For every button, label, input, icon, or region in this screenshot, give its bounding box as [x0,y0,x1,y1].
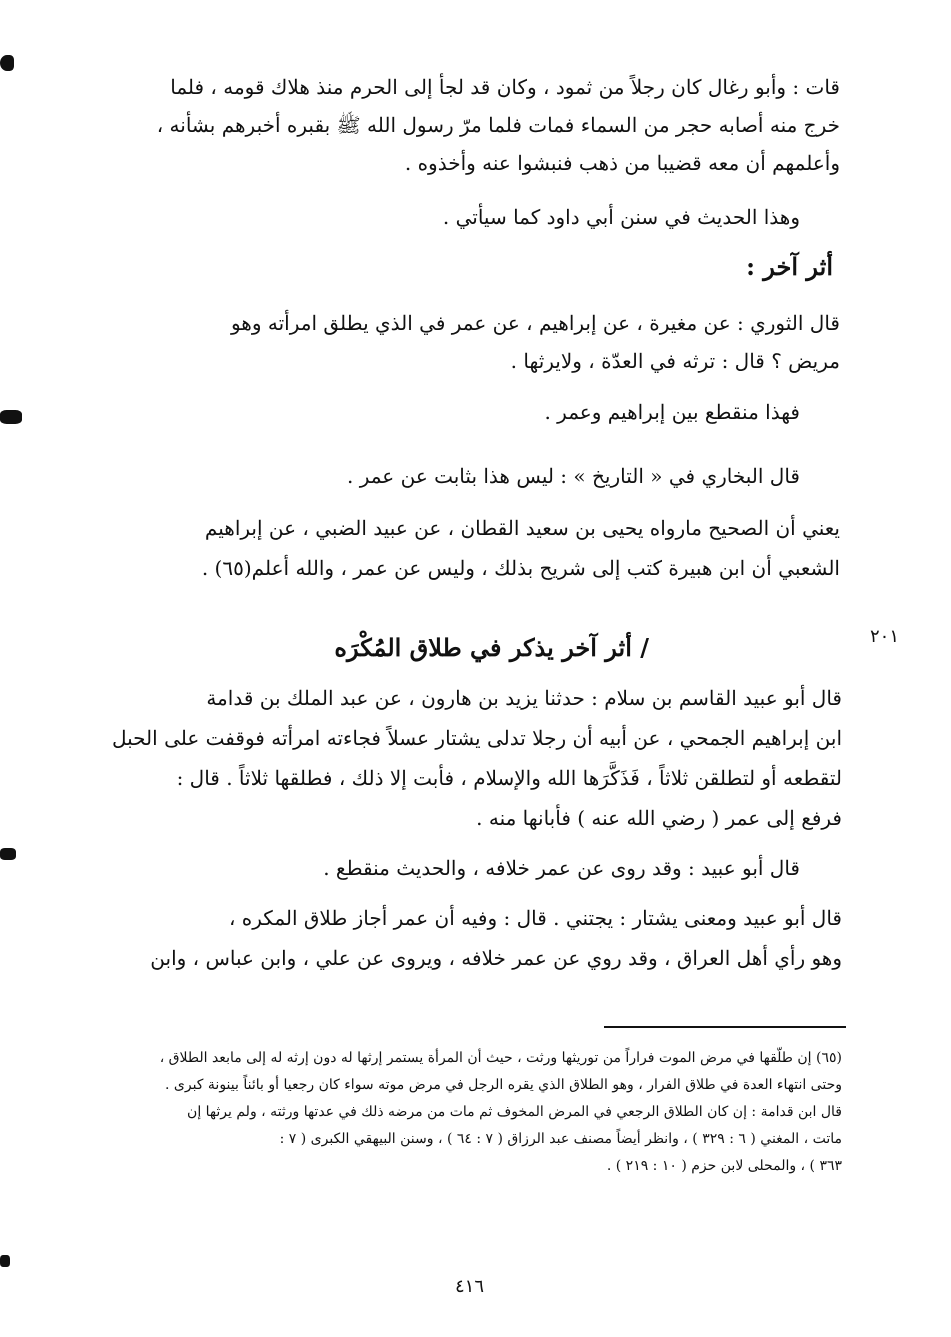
text-line: يعني أن الصحيح مارواه يحيى بن سعيد القطان ، عن عبيد الضبي ، عن إبراهيم [204,516,840,540]
footnote-line: ٣٦٣ ) ، والمحلى لابن حزم ( ١٠ : ٢١٩ ) . [606,1158,842,1174]
section-heading-talaq-mukrah: / أثر آخر يذكر في طلاق المُكْرَه [334,633,649,662]
footnote-line: (٦٥) إن طلّقها في مرض الموت فراراً من توريثها ورثت ، حيث أن المرأة يستمر إرثها له دون إرثه له إلى مابعد الطلاق ، [159,1050,842,1066]
margin-mark-4 [0,1255,10,1267]
paragraph-abu-righal [80,77,840,191]
text-line: قال أبو عبيد القاسم بن سلام : حدثنا يزيد بن هارون ، عن عبد الملك بن قدامة [206,686,842,710]
footnote-line: قال ابن قدامة : إن كان الطلاق الرجعي في المرض المخوف ثم مات من مرضه ذلك في عدتها ورثته ، ولم يرثها إن [187,1104,842,1120]
footnote-65 [100,1051,842,1186]
text-line: وأعلمهم أن معه قضيبا من ذهب فنبشوا عنه وأخذوه . [404,151,840,175]
text-line: لتقطعه أو لتطلقن ثلاثاً ، فَذَكَّرَها الله والإسلام ، فأبت إلا ذلك ، فطلقها ثلاثاً . قال : [176,766,842,790]
paragraph-thawri [80,313,840,389]
text-line: الشعبي أن ابن هبيرة كتب إلى شريح بذلك ، وليس عن عمر ، والله أعلم(٦٥) . [201,556,840,580]
footnote-separator [604,1026,846,1028]
margin-mark-2 [0,410,22,424]
paragraph-bukhari [250,466,800,486]
text-line: فرفع إلى عمر ( رضي الله عنه ) فأبانها منه . [476,806,842,830]
text-line: مريض ؟ قال : ترثه في العدّة ، ولايرثها . [510,349,840,373]
paragraph-abu-ubaid-khilaf [230,858,800,878]
page-number: ٤١٦ [455,1276,485,1297]
footnote-line: ماتت ، المغني ( ٦ : ٣٢٩ ) ، وانظر أيضاً مصنف عبد الرزاق ( ٧ : ٦٤ ) ، وسنن البيهقي الكبرى ( ٧ : [279,1131,842,1147]
section-heading-athar-akhar: أثر آخر : [746,252,833,281]
text-line: قال أبو عبيد ومعنى يشتار : يجتني . قال : وفيه أن عمر أجاز طلاق المكره ، [228,906,842,930]
paragraph-sahih [80,518,840,598]
text-line: خرج منه أصابه حجر من السماء فمات فلما مرّ رسول الله ﷺ بقبره أخبرهم بشأنه ، [156,113,840,137]
paragraph-munqati [500,402,800,422]
paragraph-yashtar-meaning [90,908,842,988]
text-line: ابن إبراهيم الجمحي ، عن أبيه أن رجلا تدلى يشتار عسلاً فجاءته امرأته فوقفت على الحبل [111,726,842,750]
text-line: قات : وأبو رغال كان رجلاً من ثمود ، وكان قد لجأ إلى الحرم منذ هلاك قومه ، فلما [170,75,840,99]
text-line: وهذا الحديث في سنن أبي داود كما سيأتي . [442,205,800,229]
text-line: قال البخاري في « التاريخ » : ليس هذا بثابت عن عمر . [346,464,800,488]
margin-mark-3 [0,848,16,860]
paragraph-abu-ubaid-hadith [90,688,842,848]
text-line: قال الثوري : عن مغيرة ، عن إبراهيم ، عن عمر في الذي يطلق امرأته وهو [230,311,840,335]
text-line: وهو رأي أهل العراق ، وقد روي عن عمر خلافه ، ويروى عن علي ، وابن عباس ، وابن [150,946,842,970]
text-line: فهذا منقطع بين إبراهيم وعمر . [544,400,800,424]
margin-mark-1 [0,55,14,71]
text-line: قال أبو عبيد : وقد روى عن عمر خلافه ، والحديث منقطع . [323,856,800,880]
footnote-line: وحتى انتهاء العدة في طلاق الفرار ، وهو الطلاق الذي يقره الرجل في مرض موته سواء كان رجعيا أو بائناً بينونة كبرى . [165,1077,842,1093]
margin-page-reference: ٢٠١ [870,626,900,647]
paragraph-abu-dawud-note [380,207,800,227]
